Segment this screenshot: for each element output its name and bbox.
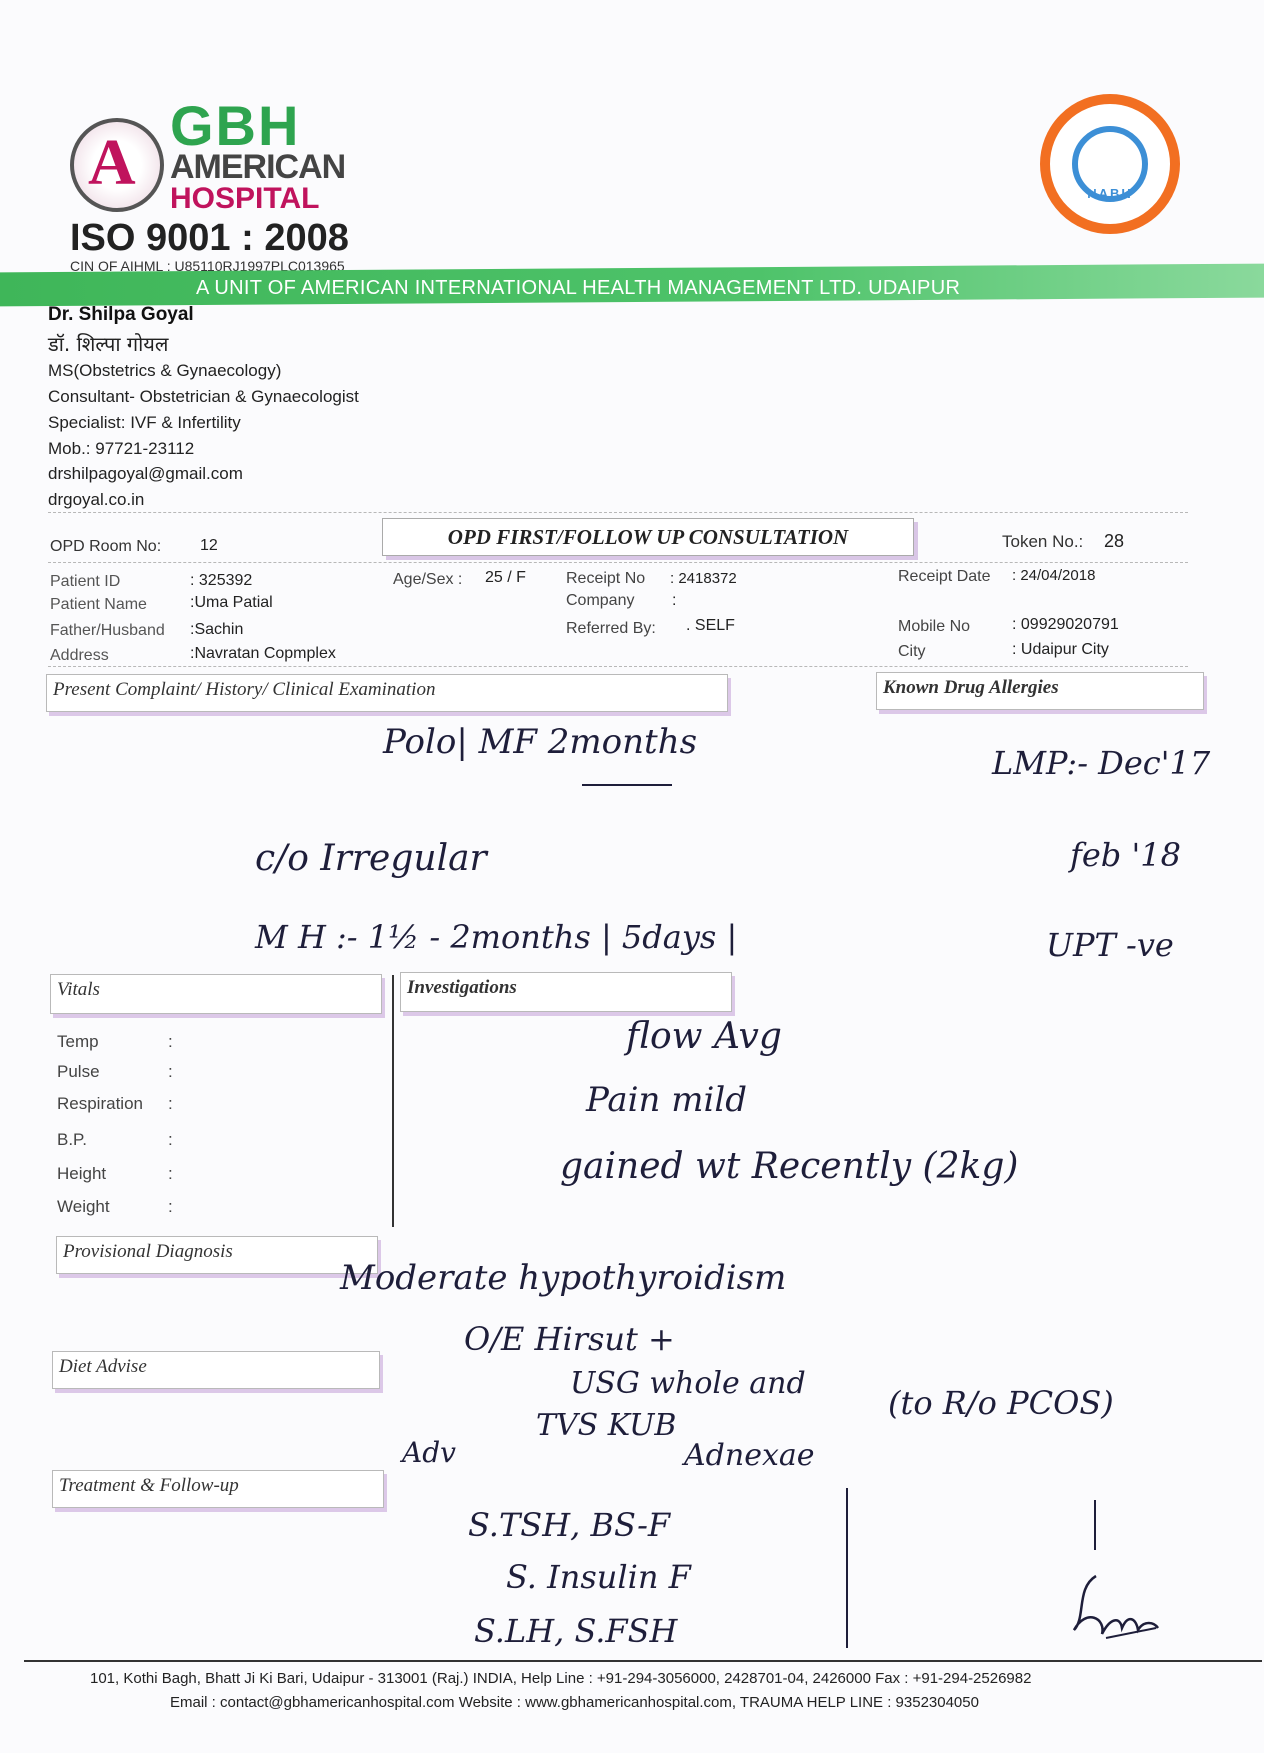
treatment-section-header: [52, 1470, 384, 1508]
vital-height-sep: :: [168, 1164, 173, 1183]
receipt-no-value: : 2418372: [670, 570, 737, 587]
mobile-value: : 09929020791: [1012, 616, 1119, 633]
vital-pulse-sep: :: [168, 1062, 173, 1081]
diet-section-header: [52, 1351, 380, 1389]
token-label: Token No.:: [1002, 532, 1084, 551]
referred-by-value: . SELF: [686, 617, 735, 634]
unit-banner-text: A UNIT OF AMERICAN INTERNATIONAL HEALTH MANAGEMENT LTD. UDAIPUR: [196, 277, 961, 299]
receipt-date-value: : 24/04/2018: [1012, 567, 1096, 584]
vital-respiration-sep: :: [168, 1094, 173, 1113]
divider: [48, 562, 1188, 563]
father-husband-value: :Sachin: [190, 621, 244, 638]
hospital-name-hospital: HOSPITAL: [170, 182, 320, 215]
age-sex-label: Age/Sex :: [393, 571, 463, 588]
vital-weight-label: Weight: [57, 1197, 110, 1216]
city-value: : Udaipur City: [1012, 641, 1109, 658]
doctor-designation: Consultant- Obstetrician & Gynaecologist: [48, 387, 359, 406]
handwritten-oe: O/E Hirsut +: [464, 1320, 675, 1358]
doctor-website: drgoyal.co.in: [48, 490, 145, 509]
receipt-no-label: Receipt No: [566, 570, 646, 587]
opd-room-label: OPD Room No:: [50, 538, 162, 555]
allergies-section-header: [876, 672, 1204, 710]
handwritten-complaint: Polo| MF 2months: [383, 722, 698, 762]
handwritten-flow: flow Avg: [626, 1016, 782, 1057]
doctor-degree: MS(Obstetrics & Gynaecology): [48, 361, 282, 380]
handwritten-mark: [1094, 1500, 1096, 1550]
form-title: OPD FIRST/FOLLOW UP CONSULTATION: [447, 525, 849, 549]
doctor-signature-icon: [1066, 1568, 1176, 1644]
vital-respiration-label: Respiration: [57, 1094, 143, 1113]
company-value: :: [672, 592, 677, 609]
mobile-label: Mobile No: [898, 618, 971, 635]
handwritten-tvs: TVS KUB: [536, 1408, 677, 1443]
handwritten-co: c/o Irregular: [255, 838, 487, 879]
handwritten-lh-fsh: S.LH, S.FSH: [474, 1612, 678, 1650]
patient-name-value: :Uma Patial: [190, 594, 273, 611]
nabh-seal-icon: [1040, 94, 1180, 234]
investigations-section-title: Investigations: [407, 977, 517, 998]
vertical-divider: [392, 975, 394, 1227]
handwritten-upt: UPT -ve: [1046, 926, 1174, 964]
handwritten-insulin: S. Insulin F: [506, 1558, 691, 1596]
company-label: Company: [566, 592, 635, 609]
complaint-section-title: Present Complaint/ History/ Clinical Examination: [53, 679, 436, 700]
handwritten-underline: [582, 784, 672, 786]
diagnosis-section-title: Provisional Diagnosis: [63, 1241, 233, 1262]
vitals-section-title: Vitals: [57, 979, 100, 1000]
divider: [48, 512, 1188, 513]
diagnosis-section-header: [56, 1236, 378, 1274]
handwritten-mh: M H :- 1½ - 2months | 5days |: [255, 918, 738, 956]
patient-id-label: Patient ID: [50, 573, 121, 590]
handwritten-bracket-line: [846, 1488, 848, 1648]
handwritten-adnexae: Adnexae: [684, 1438, 815, 1473]
doctor-mobile: Mob.: 97721-23112: [48, 439, 195, 458]
form-title-box: [382, 518, 914, 556]
opd-room-value: 12: [200, 537, 218, 554]
doctor-email: drshilpagoyal@gmail.com: [48, 464, 243, 483]
doctor-name-hindi: डॉ. शिल्पा गोयल: [48, 332, 169, 356]
city-label: City: [898, 643, 926, 660]
logo-letter: A: [88, 126, 136, 199]
referred-by-label: Referred By:: [566, 620, 656, 637]
nabh-label: NABH: [1087, 186, 1133, 201]
receipt-date-label: Receipt Date: [898, 568, 991, 585]
vital-temp-sep: :: [168, 1032, 173, 1051]
address-value: :Navratan Copmplex: [190, 645, 336, 662]
complaint-section-header: [46, 674, 728, 712]
diet-section-title: Diet Advise: [59, 1356, 147, 1377]
cin-number: CIN OF AIHML : U85110RJ1997PLC013965: [70, 258, 345, 274]
iso-certification: ISO 9001 : 2008: [70, 217, 349, 259]
divider: [48, 666, 1188, 667]
handwritten-usg: USG whole and: [570, 1366, 806, 1401]
treatment-section-title: Treatment & Follow-up: [59, 1475, 239, 1496]
patient-id-value: : 325392: [190, 572, 253, 589]
vital-height-label: Height: [57, 1164, 107, 1183]
allergies-section-title: Known Drug Allergies: [883, 677, 1059, 698]
footer-divider: [24, 1660, 1262, 1662]
vital-bp-label: B.P.: [57, 1130, 87, 1149]
vital-pulse-label: Pulse: [57, 1062, 100, 1081]
footer-address: 101, Kothi Bagh, Bhatt Ji Ki Bari, Udaipur - 313001 (Raj.) INDIA, Help Line : +91-294-3056000, 2428701-04, 2426000 Fax : +91-294-2526982: [90, 1670, 1032, 1687]
handwritten-diagnosis: Moderate hypothyroidism: [340, 1258, 787, 1298]
vital-temp-label: Temp: [57, 1032, 99, 1051]
handwritten-adv: Adv: [402, 1436, 456, 1469]
hospital-name-american: AMERICAN: [170, 148, 346, 186]
hospital-name-gbh: GBH: [170, 94, 301, 157]
handwritten-weight-gain: gained wt Recently (2kg): [560, 1146, 1019, 1187]
father-husband-label: Father/Husband: [50, 622, 165, 639]
vital-weight-sep: :: [168, 1197, 173, 1216]
handwritten-lmp: LMP:- Dec'17: [992, 744, 1211, 782]
age-sex-value: 25 / F: [485, 569, 526, 586]
handwritten-feb: feb '18: [1070, 836, 1181, 874]
vital-bp-sep: :: [168, 1130, 173, 1149]
token-value: 28: [1104, 531, 1125, 551]
doctor-name: Dr. Shilpa Goyal: [48, 304, 194, 325]
handwritten-tsh: S.TSH, BS-F: [468, 1506, 671, 1544]
footer-contact: Email : contact@gbhamericanhospital.com Website : www.gbhamericanhospital.com, TRAUMA HELP LINE : 9352304050: [170, 1694, 979, 1711]
patient-name-label: Patient Name: [50, 596, 147, 613]
doctor-specialist: Specialist: IVF & Infertility: [48, 413, 241, 432]
address-label: Address: [50, 647, 109, 664]
vitals-section-header: [50, 974, 382, 1014]
handwritten-pcos: (to R/o PCOS): [888, 1384, 1114, 1422]
hospital-logo-icon: [70, 118, 164, 212]
investigations-section-header: [400, 972, 732, 1012]
handwritten-pain: Pain mild: [586, 1080, 747, 1120]
